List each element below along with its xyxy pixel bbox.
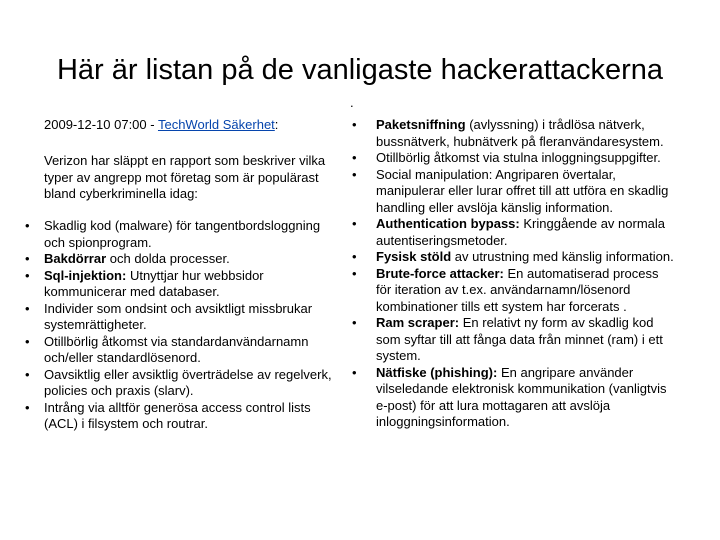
left-attack-list xyxy=(25,218,344,433)
list-item xyxy=(25,267,344,301)
list-item xyxy=(352,117,676,150)
item-keyword: Authentication bypass: xyxy=(376,216,520,231)
list-item xyxy=(352,216,676,249)
list-item xyxy=(25,218,344,251)
bullet-icon: • xyxy=(352,216,357,231)
meta-suffix: : xyxy=(274,117,279,132)
bullet-icon: • xyxy=(25,333,30,349)
list-item xyxy=(352,150,676,167)
article-meta xyxy=(44,117,344,134)
item-keyword: Bakdörrar xyxy=(44,251,107,266)
item-keyword: Fysisk stöld xyxy=(376,249,452,264)
item-text: Individer som ondsint och avsiktligt missbrukar systemrättigheter. xyxy=(44,300,313,332)
bullet-icon: • xyxy=(25,267,30,283)
item-keyword: Brute-force attacker: xyxy=(376,265,504,281)
item-text: En relativt ny form av skadlig kod som syftar till att fånga data från minnet (ram) i ett system. xyxy=(376,315,663,363)
bullet-icon: • xyxy=(25,218,30,233)
item-text: Otillbörlig åtkomst via standardanvändarnamn och/eller standardlösenord. xyxy=(44,333,309,365)
bullet-icon: • xyxy=(352,315,357,330)
item-text: Intrång via alltför generösa access control lists (ACL) i filsystem och routrar. xyxy=(44,399,311,431)
bullet-icon: • xyxy=(352,166,357,182)
item-text: Social manipulation: Angriparen övertalar, manipulerar eller lurar offret till att utföra en skadlig handling eller avslöja känslig information. xyxy=(376,166,669,215)
item-text: En automatiserad process för iteration av t.ex. användarnamn/lösenord kombinationer tills ett system har forcerats . xyxy=(376,265,659,314)
list-item xyxy=(352,166,676,217)
bullet-icon: • xyxy=(352,265,357,281)
item-text: (avlyssning) i trådlösa nätverk, bussnätverk, hubnätverk på fleranvändaresystem. xyxy=(376,117,664,149)
item-text: Skadlig kod (malware) för tangentbordsloggning och spionprogram. xyxy=(44,218,321,250)
item-text: Utnyttjar hur webbsidor kommunicerar med databaser. xyxy=(44,267,264,299)
list-item xyxy=(352,249,676,266)
item-keyword: Sql-injektion: xyxy=(44,267,127,283)
bullet-icon: • xyxy=(352,249,357,264)
source-link[interactable]: TechWorld Säkerhet xyxy=(157,117,275,132)
list-item xyxy=(25,399,344,433)
item-keyword: Ram scraper: xyxy=(376,315,460,330)
item-text: Kringgående av normala autentiseringsmetoder. xyxy=(376,216,666,248)
slide-title: Här är listan på de vanligaste hackerattackerna xyxy=(56,54,664,86)
bullet-icon: • xyxy=(25,366,30,382)
list-item xyxy=(25,366,344,400)
item-text: En angripare använder vilseledande elektronisk kommunikation (vanligtvis e-post) för att lura mottagaren att avslöja inloggningsinformation. xyxy=(376,364,667,429)
article-datetime: 2009-12-10 07:00 - xyxy=(44,117,158,132)
bullet-icon: • xyxy=(352,117,357,132)
bullet-icon: • xyxy=(25,399,30,415)
item-text: av utrustning med känslig information. xyxy=(451,249,674,264)
item-text: Oavsiktlig eller avsiktlig överträdelse av regelverk, policies och praxis (slarv). xyxy=(44,366,332,398)
stray-dot: . xyxy=(350,95,354,110)
bullet-icon: • xyxy=(352,364,357,380)
item-text: och dolda processer. xyxy=(106,251,230,266)
list-item xyxy=(352,364,676,431)
list-item xyxy=(352,265,676,316)
item-keyword: Paketsniffning xyxy=(376,117,466,132)
bullet-icon: • xyxy=(25,251,30,266)
bullet-icon: • xyxy=(352,150,357,165)
list-item xyxy=(25,333,344,367)
intro-text: Verizon har släppt en rapport som beskriver vilka typer av angrepp mot företag som är populärast bland cyberkriminella idag: xyxy=(44,153,326,201)
list-item xyxy=(25,300,344,334)
item-keyword: Nätfiske (phishing): xyxy=(376,364,498,380)
bullet-icon: • xyxy=(25,300,30,316)
right-attack-list xyxy=(352,117,676,431)
list-item xyxy=(352,315,676,365)
item-text: Otillbörlig åtkomst via stulna inloggningsuppgifter. xyxy=(376,150,661,165)
list-item xyxy=(25,251,344,268)
